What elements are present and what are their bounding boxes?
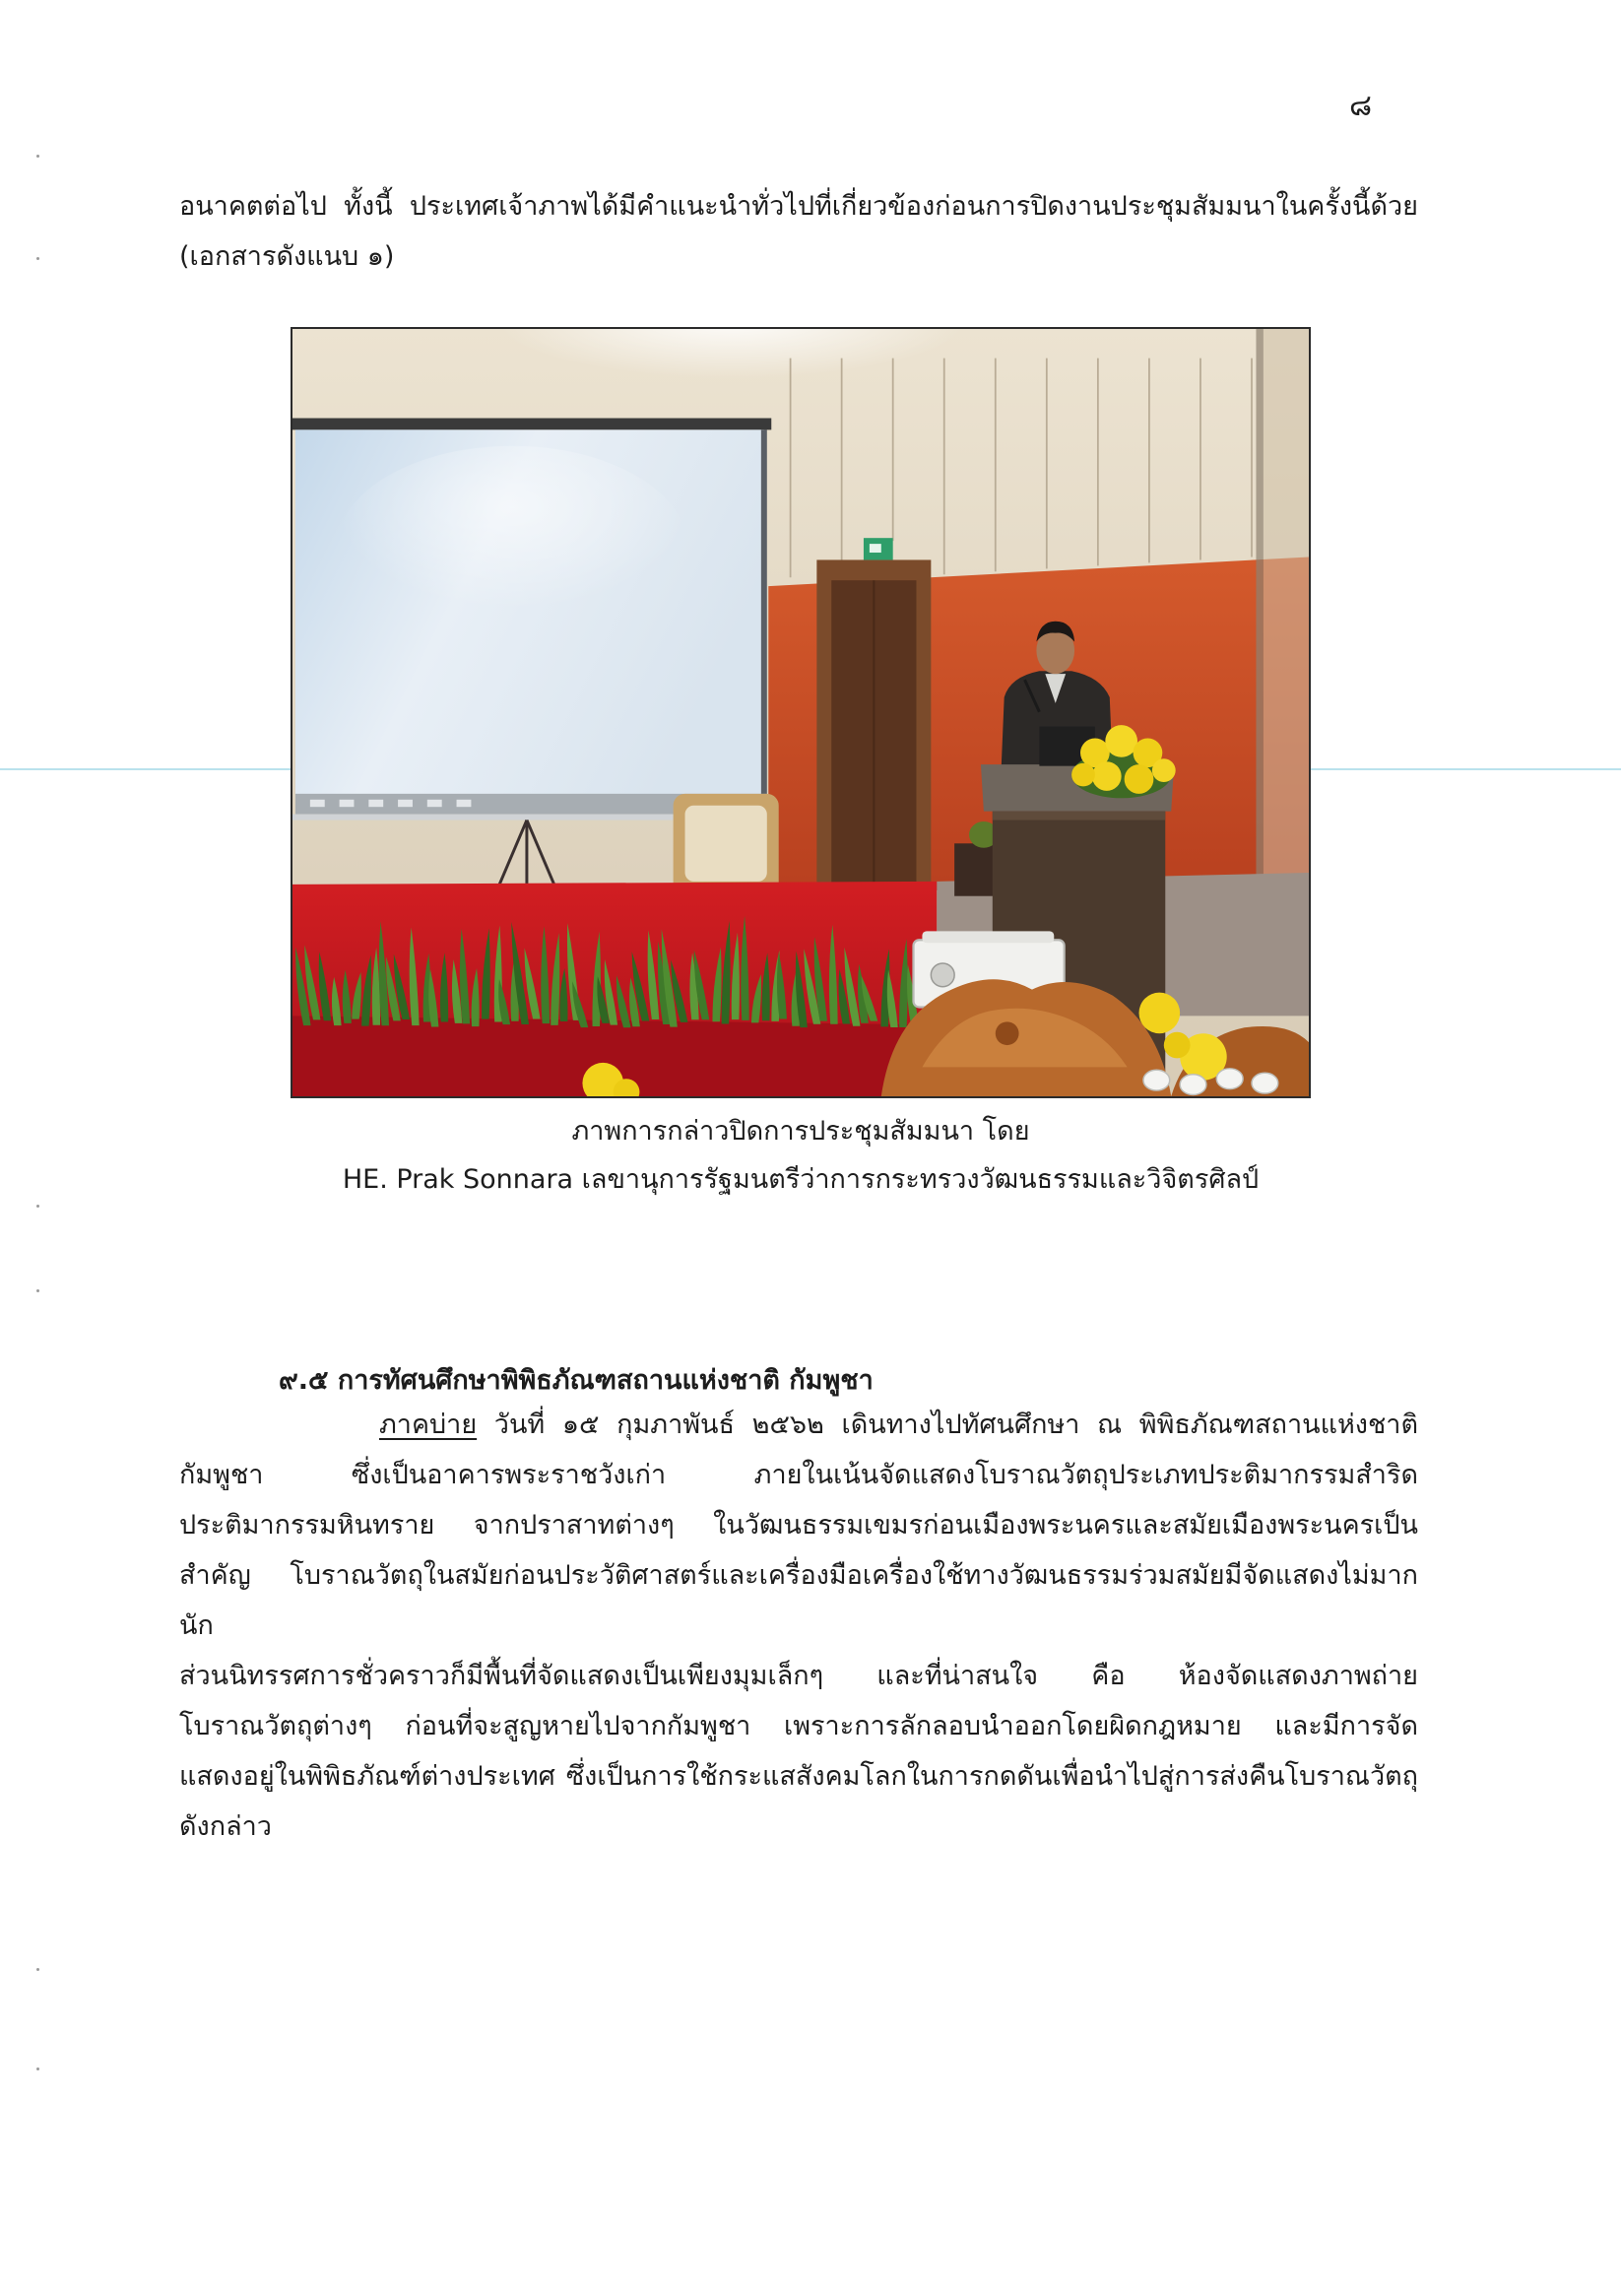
intro-paragraph xyxy=(179,181,1418,282)
paragraph-line: ดังกล่าว xyxy=(179,1811,272,1842)
section-heading: ๙.๕ การทัศนศึกษาพิพิธภัณฑสถานแห่งชาติ กัมพูชา xyxy=(279,1365,874,1396)
scan-speck xyxy=(36,2067,39,2070)
section-paragraph xyxy=(179,1450,1418,1852)
door xyxy=(816,559,931,895)
paragraph-line: กัมพูชา ซึ่งเป็นอาคารพระราชวังเก่า ภายในเน้นจัดแสดงโบราณวัตถุประเภทประติมากรรมสำริด xyxy=(179,1460,1418,1490)
underlined-lead: ภาคบ่าย xyxy=(379,1410,478,1440)
figure-caption xyxy=(291,1107,1311,1204)
paragraph-line xyxy=(379,1400,1418,1450)
caption-line: HE. Prak Sonnara เลขานุการรัฐมนตรีว่าการกระทรวงวัฒนธรรมและวิจิตรศิลป์ xyxy=(342,1164,1260,1195)
photo-scene xyxy=(292,329,1309,1096)
paragraph-line: โบราณวัตถุต่างๆ ก่อนที่จะสูญหายไปจากกัมพูชา เพราะการลักลอบนำออกโดยผิดกฎหมาย และมีการจัด xyxy=(179,1711,1418,1741)
paragraph-line: (เอกสารดังแนบ ๑) xyxy=(179,241,395,272)
wall-column-edge xyxy=(1256,329,1263,885)
paragraph-line: สำคัญ โบราณวัตถุในสมัยก่อนประวัติศาสตร์และเครื่องมือเครื่องใช้ทางวัฒนธรรมร่วมสมัยมีจัดแสดงไม่มากนัก xyxy=(179,1560,1418,1641)
paragraph-line: ประติมากรรมหินทราย จากปราสาทต่างๆ ในวัฒนธรรมเขมรก่อนเมืองพระนครและสมัยเมืองพระนครเป็น xyxy=(179,1510,1418,1541)
paragraph-line: อนาคตต่อไป ทั้งนี้ ประเทศเจ้าภาพได้มีคำแนะนำทั่วไปที่เกี่ยวข้องก่อนการปิดงานประชุมสัมมนาในครั้งนี้ด้วย xyxy=(179,191,1418,222)
section-first-line xyxy=(379,1400,1418,1450)
exit-sign xyxy=(864,538,893,559)
scan-speck xyxy=(36,1205,39,1208)
projection-screen xyxy=(292,419,771,820)
wall-column xyxy=(1264,329,1309,885)
closing-speech-photo xyxy=(291,327,1311,1098)
scan-speck xyxy=(36,155,39,158)
scan-speck xyxy=(36,1289,39,1292)
scan-speck xyxy=(36,257,39,260)
paragraph-line: ส่วนนิทรรศการชั่วคราวก็มีพื้นที่จัดแสดงเป็นเพียงมุมเล็กๆ และที่น่าสนใจ คือ ห้องจัดแสดงภาพถ่าย xyxy=(179,1661,1418,1691)
first-line-text: วันที่ ๑๕ กุมภาพันธ์ ๒๕๖๒ เดินทางไปทัศนศึกษา ณ พิพิธภัณฑสถานแห่งชาติ xyxy=(477,1410,1418,1440)
ornate-chair xyxy=(674,794,779,896)
paragraph-line: แสดงอยู่ในพิพิธภัณฑ์ต่างประเทศ ซึ่งเป็นการใช้กระแสสังคมโลกในการกดดันเพื่อนำไปสู่การส่งคืนโบราณวัตถุ xyxy=(179,1761,1418,1792)
caption-line: ภาพการกล่าวปิดการประชุมสัมมนา โดย xyxy=(571,1116,1030,1147)
page-number: ๘ xyxy=(1349,89,1373,123)
scan-speck xyxy=(36,1968,39,1971)
